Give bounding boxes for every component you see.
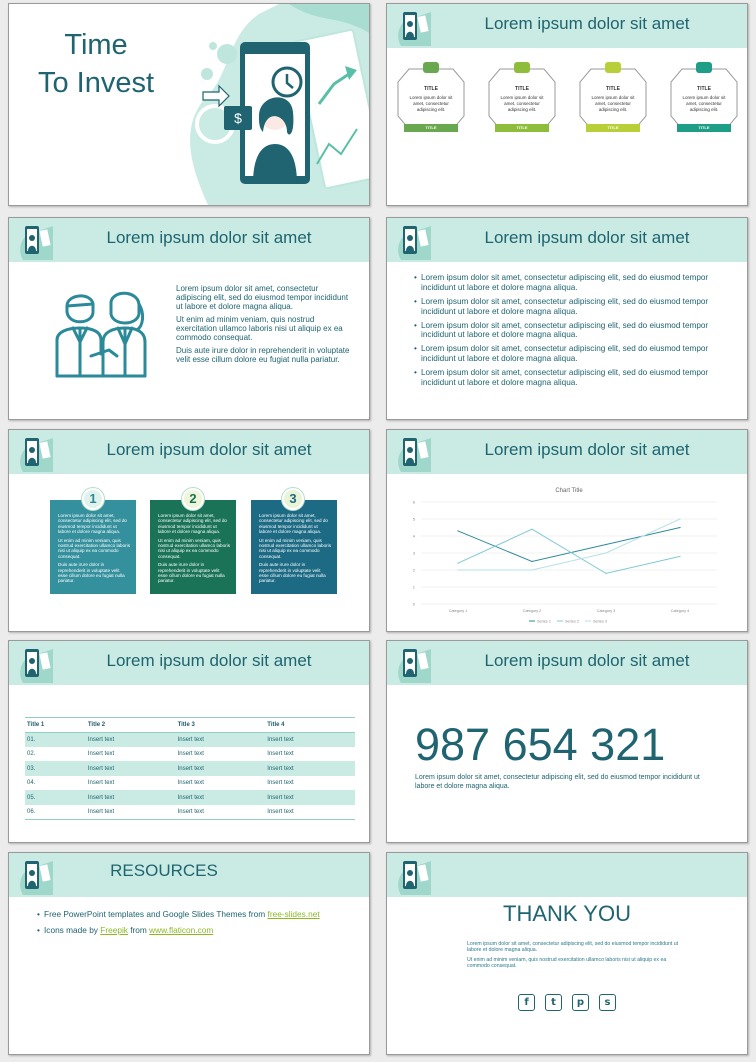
table-cell: Insert text bbox=[176, 732, 266, 747]
thank-you-text: Lorem ipsum dolor sit amet, consectetur adipiscing elit, sed do eiusmod tempor incididunt ut labore et dolore magna aliqua. bbox=[467, 941, 679, 954]
column-header: Title 1 bbox=[25, 718, 86, 733]
table-cell: Insert text bbox=[86, 732, 176, 747]
y-tick-label: 0 bbox=[412, 601, 415, 607]
legend-label: Series 2 bbox=[565, 619, 579, 624]
globe-icon bbox=[423, 62, 439, 73]
data-point bbox=[531, 561, 532, 562]
paragraph: Duis aute irure dolor in reprehenderit in voluptate velit esse cillum dolore eu fugiat nulla pariatur. bbox=[176, 346, 350, 364]
table-cell: Insert text bbox=[177, 780, 204, 787]
card-paragraph: Duis aute irure dolor in reprehenderit in voluptate velit esse cillum dolore eu fugiat nulla pariatur. bbox=[158, 562, 225, 584]
table-cell: Insert text bbox=[86, 761, 176, 776]
table-row bbox=[25, 776, 355, 791]
data-point bbox=[679, 527, 680, 528]
thank-you-text: Ut enim ad minim veniam, quis nostrud exercitation ullamco laboris nisi ut aliquip ex ea commodo consequat. bbox=[467, 957, 667, 970]
octagon-bottom-label: TITLE bbox=[495, 124, 549, 132]
octagon-title: TITLE bbox=[697, 86, 711, 92]
data-point bbox=[605, 552, 606, 553]
table-row bbox=[25, 761, 355, 776]
bullet-item: • Lorem ipsum dolor sit amet, consectetur adipiscing elit, sed do eiusmod tempor incididunt ut labore et dolore magna aliqua. bbox=[414, 368, 734, 388]
legend-label: Series 3 bbox=[593, 619, 607, 624]
table-row bbox=[25, 747, 355, 762]
resources-list bbox=[37, 909, 337, 940]
slide-4-bullets[interactable] bbox=[386, 217, 748, 420]
slide-1-title[interactable] bbox=[8, 3, 370, 206]
x-tick-label: Category 4 bbox=[670, 609, 690, 613]
card-paragraph: Duis aute irure dolor in reprehenderit in voluptate velit esse cillum dolore eu fugiat nulla pariatur. bbox=[58, 562, 125, 584]
card-number-badge: 3 bbox=[282, 488, 304, 510]
y-tick-label: 4 bbox=[412, 533, 415, 539]
y-tick-label: 3 bbox=[412, 550, 415, 556]
slide-8-big-number[interactable] bbox=[386, 640, 748, 843]
info-card-1 bbox=[50, 500, 136, 594]
investor-phone-illustration bbox=[169, 4, 370, 206]
header-logo-icon bbox=[15, 434, 53, 472]
table-cell: Insert text bbox=[87, 750, 115, 757]
card-number-badge: 2 bbox=[182, 488, 204, 510]
number-description: Lorem ipsum dolor sit amet, consectetur adipiscing elit, sed do eiusmod tempor incididunt ut labore et dolore magna aliqua. bbox=[415, 774, 700, 790]
facebook-icon[interactable]: f bbox=[518, 994, 535, 1011]
data-point bbox=[605, 544, 606, 545]
info-card-2 bbox=[150, 500, 236, 594]
slide-1-title-text bbox=[31, 26, 161, 102]
table-cell: Insert text bbox=[265, 761, 355, 776]
slide-7-heading: Lorem ipsum dolor sit amet bbox=[106, 651, 312, 670]
table-row bbox=[25, 732, 355, 747]
free-slides-link[interactable]: free-slides.net bbox=[267, 909, 320, 919]
folder-icon bbox=[696, 62, 712, 73]
octagon-title: TITLE bbox=[515, 86, 529, 92]
bullet-item: • Lorem ipsum dolor sit amet, consectetur adipiscing elit, sed do eiusmod tempor incididunt ut labore et dolore magna aliqua. bbox=[414, 273, 734, 293]
header-logo-icon bbox=[393, 434, 431, 472]
data-point bbox=[457, 563, 458, 564]
data-point bbox=[605, 573, 606, 574]
resource-item bbox=[37, 925, 337, 936]
column-header: Title 4 bbox=[265, 718, 355, 733]
slide-5-heading: Lorem ipsum dolor sit amet bbox=[106, 440, 312, 459]
resource-item bbox=[37, 909, 337, 920]
table-cell: 06. bbox=[25, 805, 86, 820]
bullet-list bbox=[414, 273, 734, 392]
octagon-bottom-label: TITLE bbox=[404, 124, 458, 132]
card-paragraph: Lorem ipsum dolor sit amet, consectetur adipiscing elit, sed do eiusmod tempor incididunt ut labore et dolore magna aliqua. bbox=[158, 513, 227, 535]
data-point bbox=[531, 529, 532, 530]
table-header-row bbox=[25, 718, 355, 733]
table-cell: Insert text bbox=[267, 780, 294, 787]
table-cell: Insert text bbox=[86, 790, 176, 805]
card-paragraph: Ut enim ad minim veniam, quis nostrud exercitation ullamco laboris nisi ut aliquip ex ea commodo consequat. bbox=[58, 537, 131, 559]
column-header: Title 2 bbox=[86, 718, 176, 733]
line-chart bbox=[387, 480, 748, 630]
octagon-desc: Lorem ipsum dolor sit amet, consectetur adipiscing elit. bbox=[500, 95, 544, 112]
data-point bbox=[457, 530, 458, 531]
card-paragraph: Lorem ipsum dolor sit amet, consectetur adipiscing elit, sed do eiusmod tempor incididunt ut labore et dolore magna aliqua. bbox=[58, 513, 127, 535]
table-row bbox=[25, 805, 355, 820]
column-header: Title 3 bbox=[176, 718, 266, 733]
slide-2-heading: Lorem ipsum dolor sit amet bbox=[484, 14, 690, 33]
paragraph: Lorem ipsum dolor sit amet, consectetur adipiscing elit, sed do eiusmod tempor incididunt ut labore et dolore magna aliqua. bbox=[176, 284, 349, 311]
table-cell: 01. bbox=[25, 732, 86, 747]
header-logo-icon bbox=[393, 857, 431, 895]
table-cell: 05. bbox=[25, 790, 86, 805]
data-point bbox=[531, 569, 532, 570]
resource-text: Free PowerPoint templates and Google Slides Themes from bbox=[44, 909, 268, 919]
paragraph: Ut enim ad minim veniam, quis nostrud exercitation ullamco laboris nisi ut aliquip ex ea commodo consequat. bbox=[176, 315, 343, 342]
freepik-link[interactable]: Freepik bbox=[100, 924, 128, 935]
card-paragraph: Ut enim ad minim veniam, quis nostrud exercitation ullamco laboris nisi ut aliquip ex ea commodo consequat. bbox=[158, 537, 231, 559]
header-logo-icon bbox=[393, 8, 431, 46]
title-line-2: To Invest bbox=[37, 67, 155, 99]
table-cell: Insert text bbox=[87, 780, 115, 787]
card-number-badge: 1 bbox=[82, 488, 104, 510]
octagon-desc: Lorem ipsum dolor sit amet, consectetur adipiscing elit. bbox=[409, 95, 453, 112]
octagon-bottom-label: TITLE bbox=[677, 124, 731, 132]
card-paragraph: Ut enim ad minim veniam, quis nostrud exercitation ullamco laboris nisi ut aliquip ex ea commodo consequat. bbox=[259, 537, 332, 559]
slide-6-heading: Lorem ipsum dolor sit amet bbox=[484, 440, 690, 459]
title-line-1: Time bbox=[64, 29, 128, 61]
x-tick-label: Category 2 bbox=[522, 609, 542, 613]
big-number: 987 654 321 bbox=[415, 719, 666, 770]
table-row bbox=[25, 790, 355, 805]
bullet-item: • Lorem ipsum dolor sit amet, consectetur adipiscing elit, sed do eiusmod tempor incididunt ut labore et dolore magna aliqua. bbox=[414, 297, 734, 317]
table-cell: 04. bbox=[27, 780, 36, 787]
slide-3-text-block bbox=[176, 284, 351, 368]
slide-3-text-illustration[interactable] bbox=[8, 217, 370, 420]
table-cell: Insert text bbox=[86, 805, 176, 820]
octagon-item-4 bbox=[670, 62, 738, 140]
skype-icon[interactable]: s bbox=[599, 994, 616, 1011]
header-logo-icon bbox=[15, 645, 53, 683]
resource-text: from bbox=[127, 924, 150, 935]
data-point bbox=[679, 518, 680, 519]
octagon-item-3 bbox=[579, 62, 647, 140]
y-tick-label: 2 bbox=[412, 567, 415, 573]
y-tick-label: 5 bbox=[412, 516, 415, 522]
thank-you-title: THANK YOU bbox=[503, 901, 631, 926]
octagon-item-2 bbox=[488, 62, 556, 140]
series-line-1 bbox=[458, 528, 680, 562]
table-cell: Insert text bbox=[265, 790, 355, 805]
table-cell: Insert text bbox=[176, 790, 266, 805]
bullet-item: • Lorem ipsum dolor sit amet, consectetur adipiscing elit, sed do eiusmod tempor incididunt ut labore et dolore magna aliqua. bbox=[414, 321, 734, 341]
table-cell: Insert text bbox=[265, 732, 355, 747]
table-cell: 02. bbox=[27, 750, 36, 757]
header-logo-icon bbox=[393, 645, 431, 683]
flaticon-link[interactable]: www.flaticon.com bbox=[149, 924, 214, 935]
table-cell: Insert text bbox=[176, 761, 266, 776]
twitter-icon[interactable]: t bbox=[545, 994, 562, 1011]
resource-text: Icons made by bbox=[44, 924, 101, 935]
table-cell: Insert text bbox=[176, 805, 266, 820]
pinterest-icon[interactable]: p bbox=[572, 994, 589, 1011]
data-point bbox=[457, 569, 458, 570]
svg-text:$: $ bbox=[234, 110, 242, 126]
x-tick-label: Category 1 bbox=[448, 609, 468, 613]
header-logo-icon bbox=[15, 222, 53, 260]
slide-6-chart[interactable] bbox=[386, 429, 748, 632]
slide-9-resources[interactable] bbox=[8, 852, 370, 1055]
chart-title: Chart Title bbox=[555, 488, 583, 494]
octagon-desc: Lorem ipsum dolor sit amet, consectetur adipiscing elit. bbox=[591, 95, 635, 112]
people-icon bbox=[514, 62, 530, 73]
slide-4-heading: Lorem ipsum dolor sit amet bbox=[484, 228, 690, 247]
card-paragraph: Duis aute irure dolor in reprehenderit in voluptate velit esse cillum dolore eu fugiat nulla pariatur. bbox=[259, 562, 326, 584]
legend-label: Series 1 bbox=[537, 619, 551, 624]
octagon-bottom-label: TITLE bbox=[586, 124, 640, 132]
slide-header bbox=[387, 853, 747, 897]
octagon-item-1 bbox=[397, 62, 465, 140]
y-tick-label: 6 bbox=[412, 499, 415, 505]
table-cell: Insert text bbox=[265, 805, 355, 820]
table-cell: Insert text bbox=[177, 750, 204, 757]
table-cell: Insert text bbox=[267, 750, 294, 757]
hand-icon bbox=[605, 62, 621, 73]
y-tick-label: 1 bbox=[412, 584, 415, 590]
card-paragraph: Lorem ipsum dolor sit amet, consectetur adipiscing elit, sed do eiusmod tempor incididunt ut labore et dolore magna aliqua. bbox=[259, 513, 328, 535]
octagon-title: TITLE bbox=[606, 86, 620, 92]
bullet-item: • Lorem ipsum dolor sit amet, consectetur adipiscing elit, sed do eiusmod tempor incididunt ut labore et dolore magna aliqua. bbox=[414, 344, 734, 364]
slide-5-numbered-cards[interactable] bbox=[8, 429, 370, 632]
table-cell: 03. bbox=[25, 761, 86, 776]
info-card-3 bbox=[251, 500, 337, 594]
data-point bbox=[679, 556, 680, 557]
slide-7-table[interactable] bbox=[8, 640, 370, 843]
resources-title: RESOURCES bbox=[110, 861, 218, 880]
x-tick-label: Category 3 bbox=[596, 609, 616, 613]
slide-3-heading: Lorem ipsum dolor sit amet bbox=[106, 228, 312, 247]
data-table bbox=[25, 717, 355, 820]
header-logo-icon bbox=[393, 222, 431, 260]
slide-10-thank-you[interactable] bbox=[386, 852, 748, 1055]
octagon-title: TITLE bbox=[424, 86, 438, 92]
handshake-people-icon bbox=[53, 284, 149, 380]
octagon-desc: Lorem ipsum dolor sit amet, consectetur adipiscing elit. bbox=[682, 95, 726, 112]
slide-8-heading: Lorem ipsum dolor sit amet bbox=[484, 651, 690, 670]
slide-2-octagons[interactable] bbox=[386, 3, 748, 206]
